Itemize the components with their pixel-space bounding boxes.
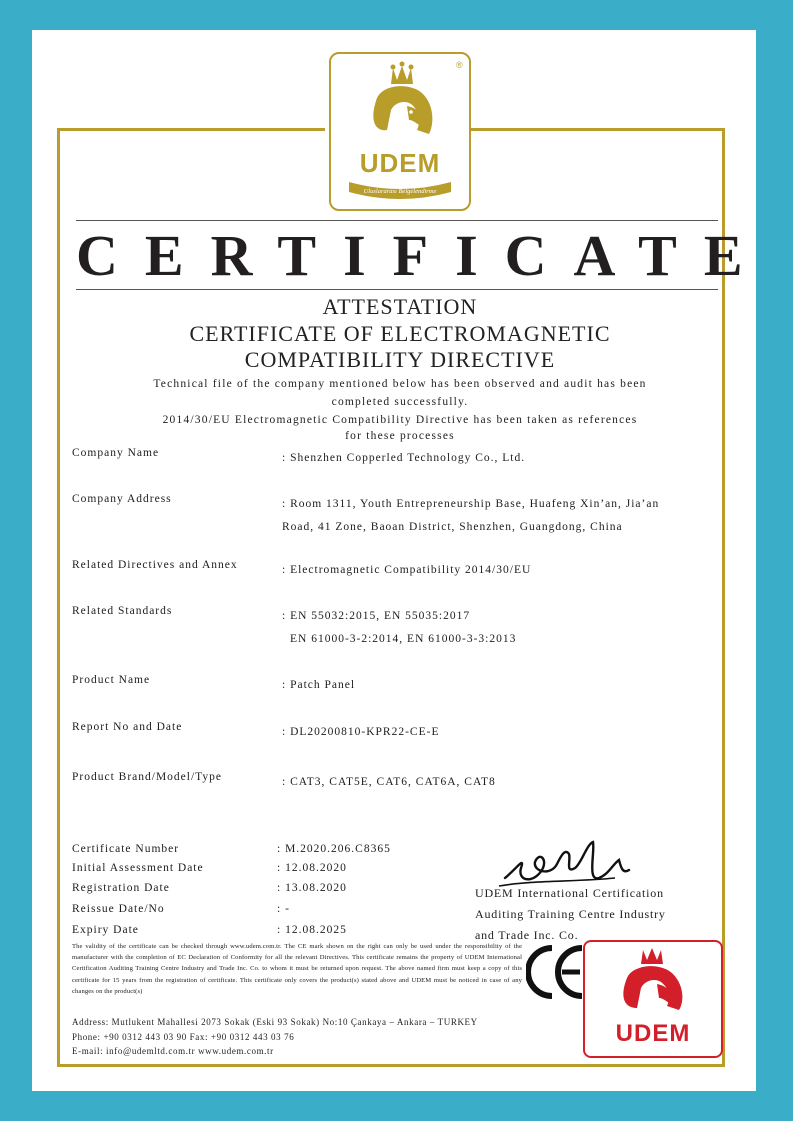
subheading-line2: CERTIFICATE OF ELECTROMAGNETIC — [189, 321, 611, 346]
address-line2: Road, 41 Zone, Baoan District, Shenzhen, Guangdong, China — [282, 521, 623, 533]
udem-logo-bottom — [583, 940, 723, 1058]
field-value: : Electromagnetic Compatibility 2014/30/EU — [282, 564, 532, 576]
field-label: Company Address — [72, 493, 172, 505]
intro-line1: Technical file of the company mentioned below has been observed and audit has been — [153, 378, 647, 390]
contact-address: Address: Mutlukent Mahallesi 2073 Sokak (Eski 93 Sokak) No:10 Çankaya – Ankara – TURKEY — [72, 1017, 478, 1027]
field-value: : DL20200810-KPR22-CE-E — [282, 726, 440, 738]
field-value — [282, 605, 712, 651]
udem-logo-top — [329, 52, 471, 211]
detail-label: Certificate Number — [72, 843, 180, 855]
issuer-line2: Auditing Training Centre Industry — [475, 907, 666, 921]
frame-top-left — [57, 128, 325, 131]
frame-top-right — [470, 128, 722, 131]
address-line1: : Room 1311, Youth Entrepreneurship Base, Huafeng Xin’an, Jia’an — [282, 498, 660, 510]
field-value: : Patch Panel — [282, 679, 356, 691]
standards-line1: : EN 55032:2015, EN 55035:2017 — [282, 610, 471, 622]
svg-text:®: ® — [456, 60, 463, 70]
issuer-line3: and Trade Inc. Co. — [475, 928, 579, 942]
lion-crest-red-icon — [585, 942, 721, 1022]
detail-label: Initial Assessment Date — [72, 862, 204, 874]
svg-text:Uluslararası Belgelendirme: Uluslararası Belgelendirme — [363, 188, 437, 195]
field-value: : Shenzhen Copperled Technology Co., Ltd. — [282, 452, 526, 464]
title-rule-bottom — [76, 289, 718, 290]
field-label: Product Brand/Model/Type — [72, 771, 222, 783]
udem-wordmark-top: UDEM — [359, 148, 441, 178]
detail-value: : 12.08.2020 — [277, 862, 347, 874]
subheading-line3: COMPATIBILITY DIRECTIVE — [244, 347, 556, 372]
field-label: Product Name — [72, 674, 151, 686]
intro-line3: 2014/30/EU Electromagnetic Compatibility Directive has been taken as references — [162, 414, 638, 426]
issuer-line1: UDEM International Certification — [475, 886, 664, 900]
field-label: Company Name — [72, 447, 160, 459]
detail-value: : - — [277, 903, 290, 915]
certificate-title: CERTIFICATE — [76, 223, 770, 288]
contact-email: E-mail: info@udemltd.com.tr www.udem.com.tr — [72, 1046, 274, 1056]
fine-print: The validity of the certificate can be checked through www.udem.com.tr. The CE mark shown on the right can only be used under the responsibility of the manufacturer with the completion of EC Declaration of Conformity for all the relevant Directives. This certificate remains the property of UDEM International Certification Auditing Training Centre Industry and Trade Inc. Co. to whom it must be returned upon request. The above named firm must keep a copy of this certificate for 15 years from the registration of certificate. This certificate only covers the product(s) stated above and UDEM must be noticed in case of any changes on the product(s) — [72, 943, 522, 995]
field-label: Related Directives and Annex — [72, 559, 238, 571]
detail-label: Reissue Date/No — [72, 903, 165, 915]
detail-value: : 13.08.2020 — [277, 882, 347, 894]
intro-line4: for these processes — [345, 430, 455, 442]
udem-wordmark-bottom: UDEM — [615, 1020, 691, 1047]
detail-label: Expiry Date — [72, 924, 139, 936]
detail-label: Registration Date — [72, 882, 170, 894]
detail-value: : 12.08.2025 — [277, 924, 347, 936]
detail-value: : M.2020.206.C8365 — [277, 843, 391, 855]
field-value: : CAT3, CAT5E, CAT6, CAT6A, CAT8 — [282, 776, 496, 788]
field-label: Related Standards — [72, 605, 173, 617]
intro-line2: completed successfully. — [331, 396, 469, 408]
title-rule-top — [76, 220, 718, 221]
field-value — [282, 493, 712, 539]
standards-line2: EN 61000-3-2:2014, EN 61000-3-3:2013 — [290, 633, 517, 645]
contact-phone: Phone: +90 0312 443 03 90 Fax: +90 0312 443 03 76 — [72, 1032, 295, 1042]
field-label: Report No and Date — [72, 721, 183, 733]
subheading-line1: ATTESTATION — [322, 294, 478, 319]
lion-crest-icon — [331, 54, 469, 209]
ce-mark-icon — [526, 940, 584, 1004]
issuer-block — [475, 883, 705, 946]
